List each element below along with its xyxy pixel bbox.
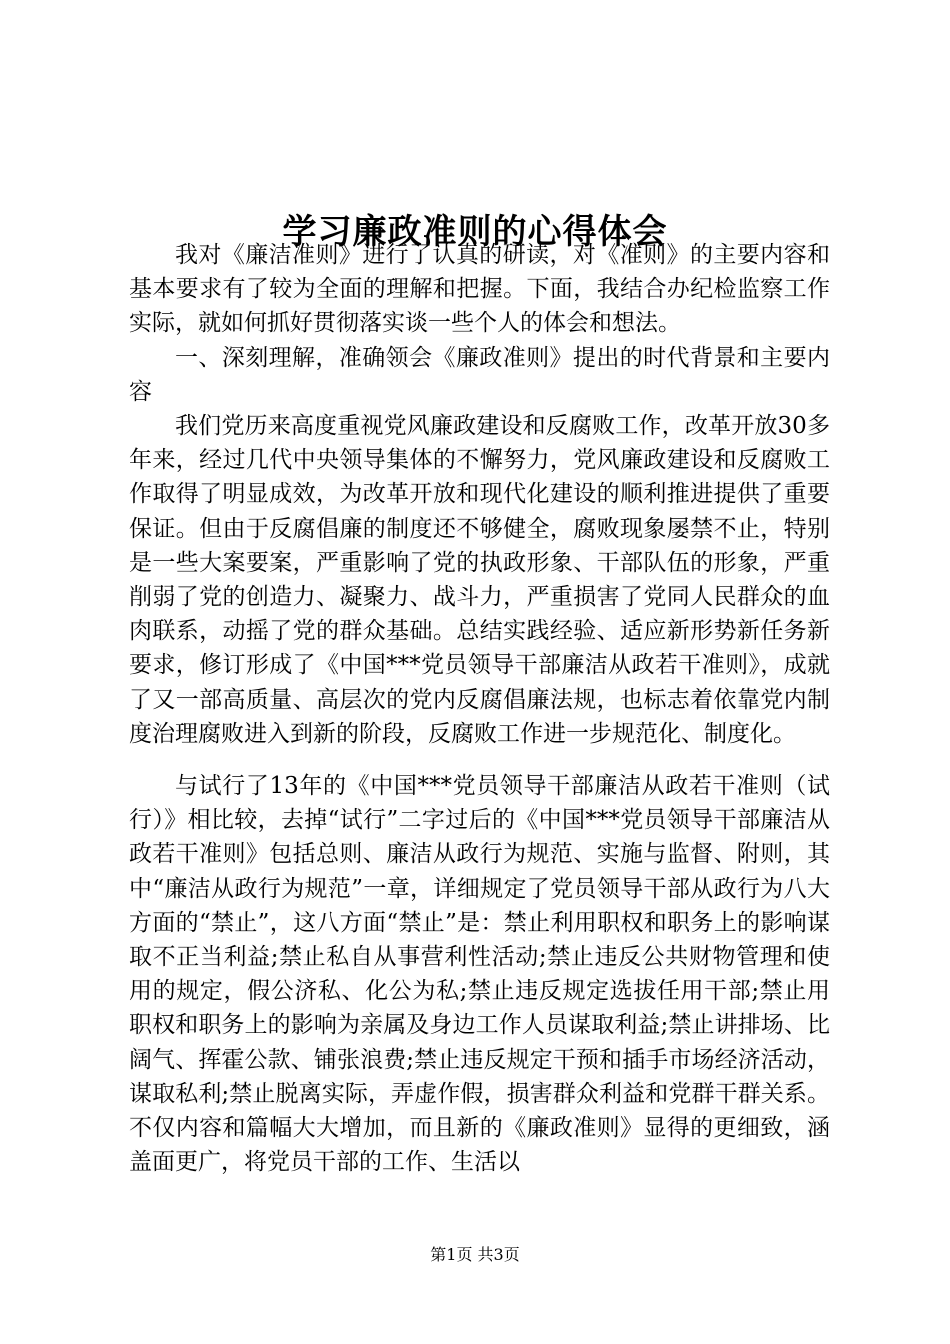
page-number-footer: 第1页 共3页 (430, 1245, 520, 1264)
document-body (129, 238, 830, 1179)
paragraph-comparison: 与试行了13年的《中国***党员领导干部廉洁从政若干准则（试行）》相比较，去掉“试行”二字过后的《中国***党员领导干部廉洁从政若干准则》包括总则、廉洁从政行为规范、实施与监督、附则，其中“廉洁从政行为规范”一章，详细规定了党员领导干部从政行为八大方面的“禁止”，这八方面“禁止”是：禁止利用职权和职务上的影响谋取不正当利益;禁止私自从事营利性活动;禁止违反公共财物管理和使用的规定，假公济私、化公为私;禁止违反规定选拔任用干部;禁止用职权和职务上的影响为亲属及身边工作人员谋取利益;禁止讲排场、比阔气、挥霍公款、铺张浪费;禁止违反规定干预和插手市场经济活动，谋取私利;禁止脱离实际，弄虚作假，损害群众利益和党群干群关系。不仅内容和篇幅大大增加，而且新的《廉政准则》显得的更细致，涵盖面更广，将党员干部的工作、生活以 (129, 773, 830, 1176)
paragraph-background: 我们党历来高度重视党风廉政建设和反腐败工作，改革开放30多年来，经过几代中央领导集体的不懈努力，党风廉政建设和反腐败工作取得了明显成效，为改革开放和现代化建设的顺利推进提供了重要保证。但由于反腐倡廉的制度还不够健全，腐败现象屡禁不止，特别是一些大案要案，严重影响了党的执政形象、干部队伍的形象，严重削弱了党的创造力、凝聚力、战斗力，严重损害了党同人民群众的血肉联系，动摇了党的群众基础。总结实践经验、适应新形势新任务新要求，修订形成了《中国***党员领导干部廉洁从政若干准则》，成就了又一部高质量、高层次的党内反腐倡廉法规，也标志着依靠党内制度治理腐败进入到新的阶段，反腐败工作进一步规范化、制度化。 (129, 413, 830, 747)
document-title: 学习廉政准则的心得体会 (282, 211, 668, 252)
section-heading-1: 一、深刻理解，准确领会《廉政准则》提出的时代背景和主要内容 (129, 344, 830, 405)
paragraph-intro: 我对《廉洁准则》进行了认真的研读，对《准则》的主要内容和基本要求有了较为全面的理解和把握。下面，我结合办纪检监察工作实际，就如何抓好贯彻落实谈一些个人的体会和想法。 (129, 242, 830, 337)
